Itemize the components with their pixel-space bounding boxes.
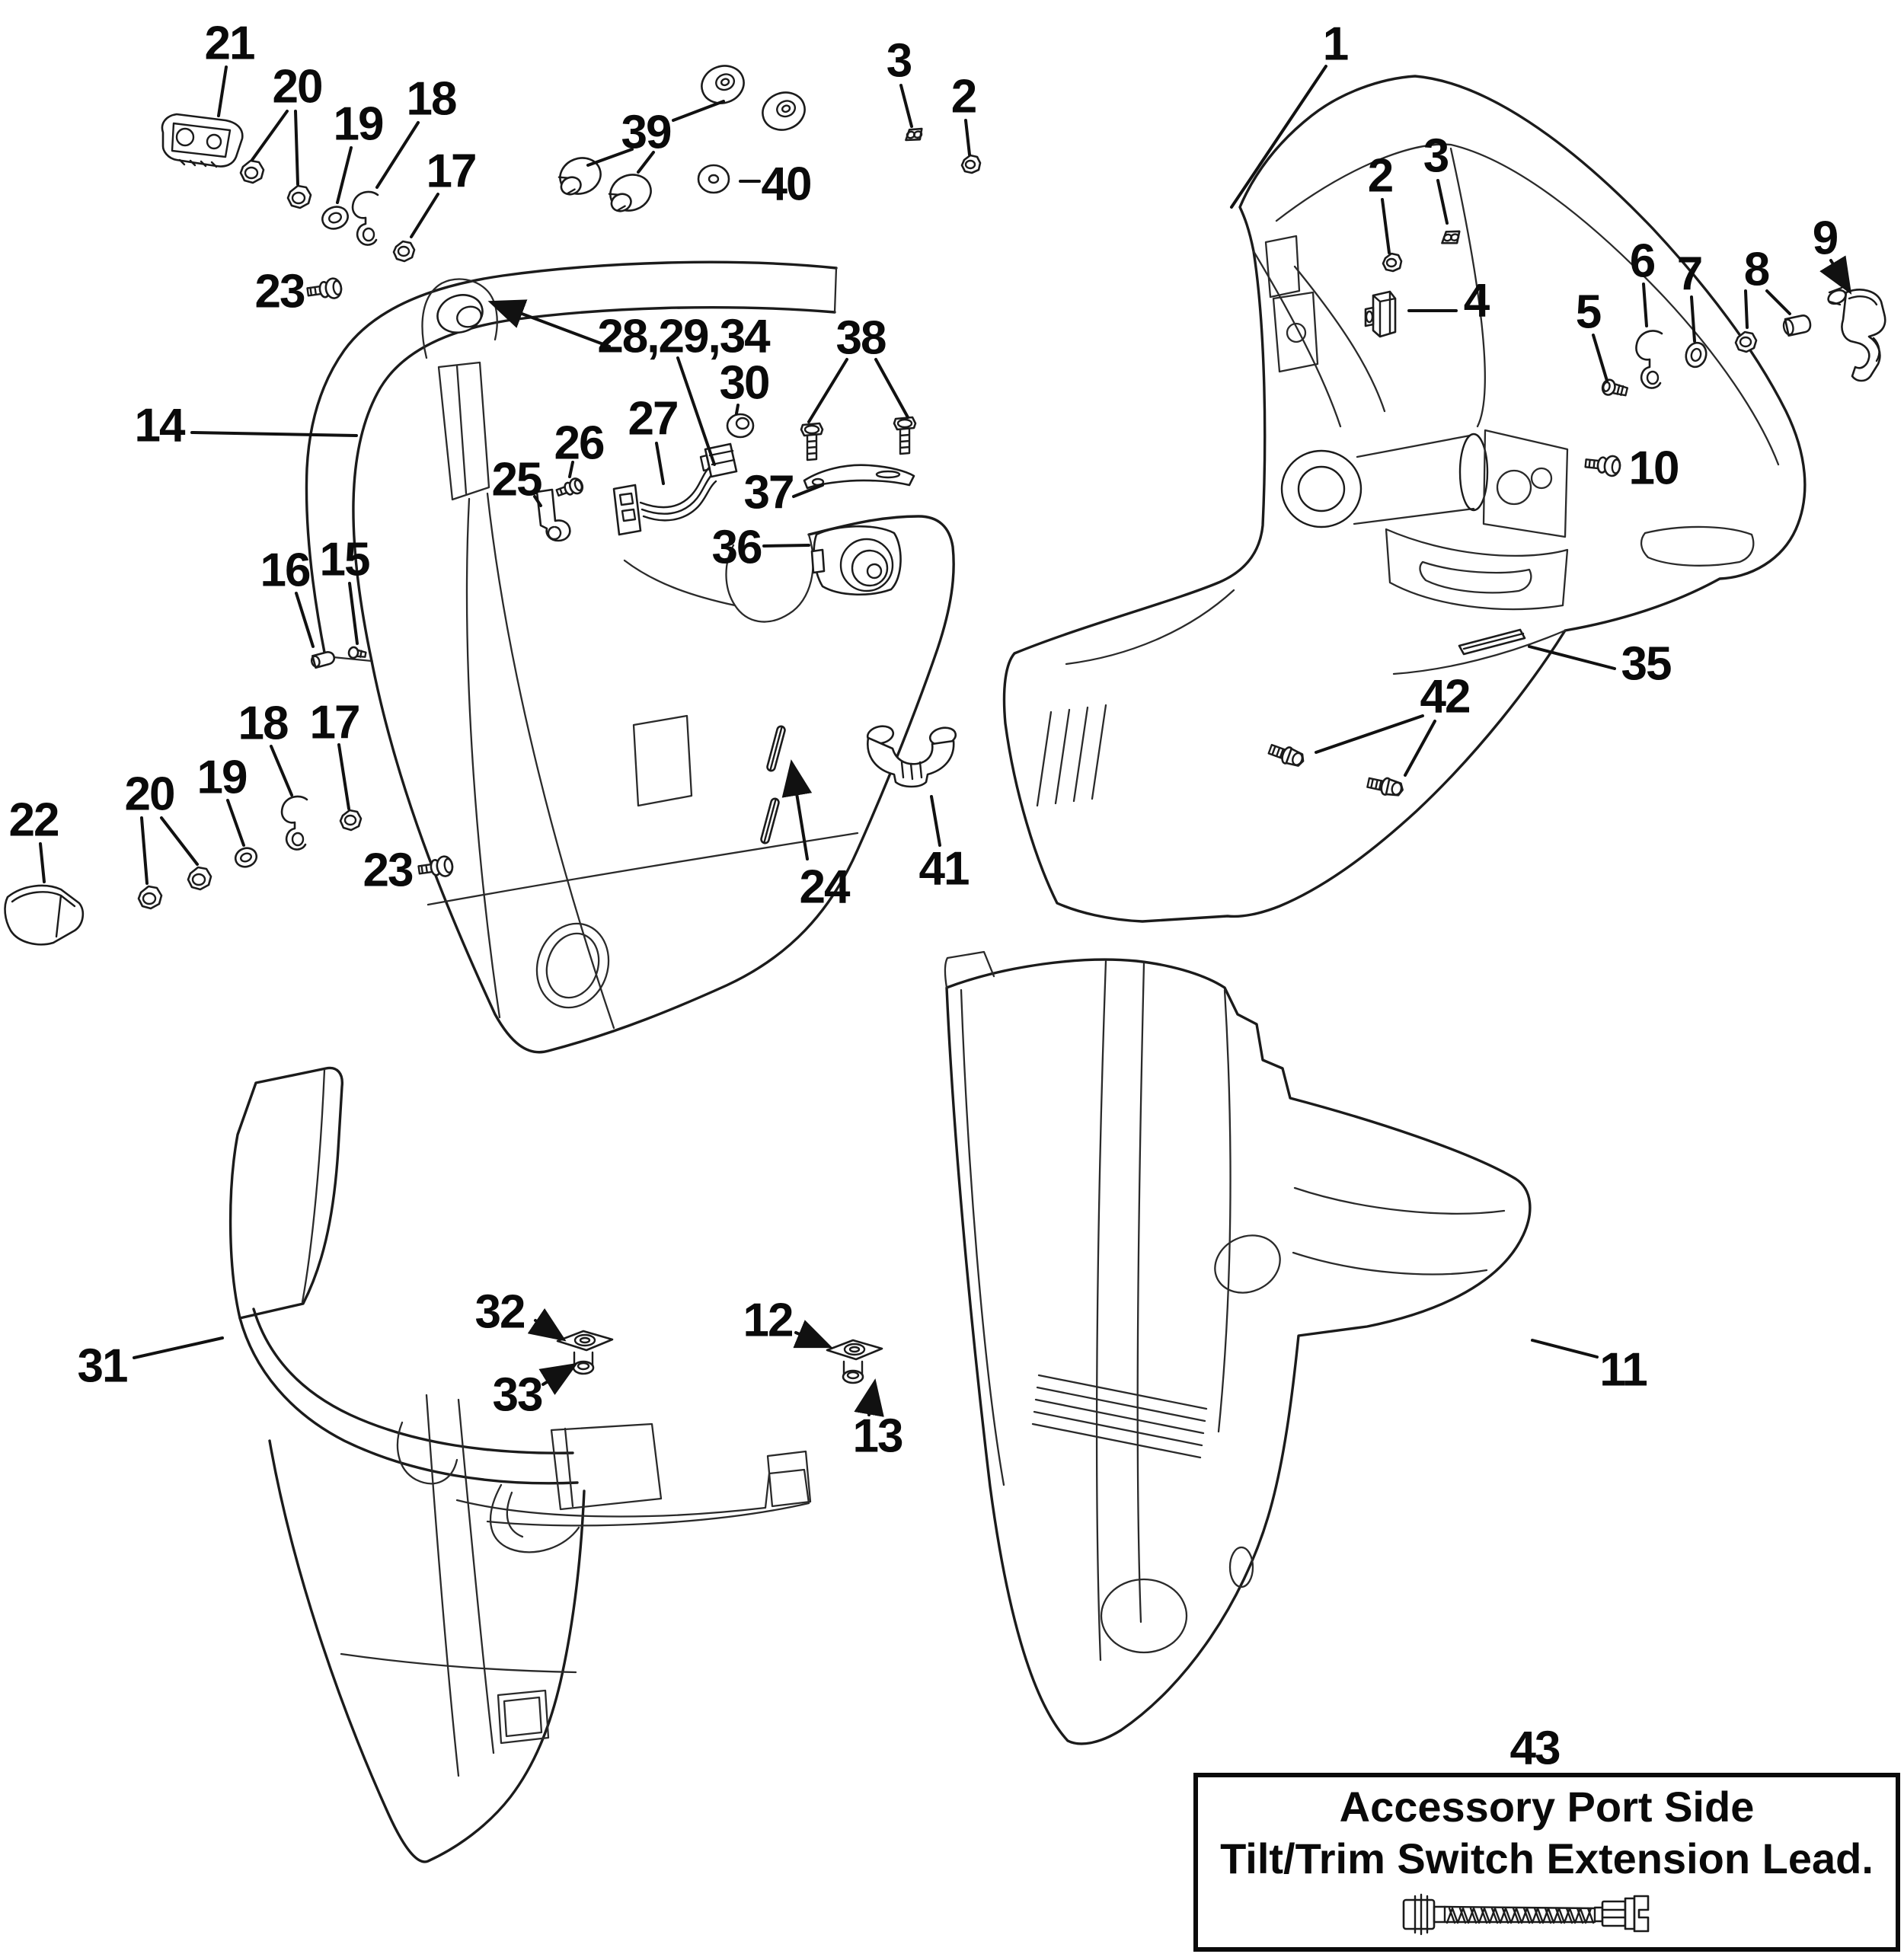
callout-3-side: 3 bbox=[1423, 129, 1449, 183]
callout-42: 42 bbox=[1420, 670, 1470, 723]
callout-3-top: 3 bbox=[886, 34, 912, 88]
part-19-washer-upper bbox=[319, 203, 351, 232]
callout-10: 10 bbox=[1628, 442, 1679, 495]
part-42-bolts bbox=[1267, 741, 1404, 798]
part-8-grommet bbox=[1782, 314, 1812, 337]
part-22-trim bbox=[5, 886, 83, 944]
callout-24: 24 bbox=[799, 860, 849, 914]
callout-19-lower: 19 bbox=[196, 751, 247, 804]
part-13-grommet bbox=[843, 1362, 863, 1383]
callout-27: 27 bbox=[628, 392, 678, 445]
callout-17-upper: 17 bbox=[426, 145, 476, 198]
callout-20-lower: 20 bbox=[124, 768, 174, 821]
part-1-lower-cowl-starboard bbox=[1005, 76, 1805, 921]
part-15-screw bbox=[348, 647, 366, 660]
callout-15: 15 bbox=[319, 533, 369, 586]
callout-7: 7 bbox=[1676, 247, 1702, 301]
part-3-clip-side bbox=[1439, 228, 1462, 247]
part-4-latch-keeper bbox=[1366, 292, 1395, 337]
callout-21: 21 bbox=[204, 17, 254, 70]
callout-2-top: 2 bbox=[950, 70, 976, 123]
part-41-clamp bbox=[866, 724, 957, 787]
part-12-plate bbox=[827, 1340, 882, 1359]
callout-20-upper: 20 bbox=[272, 60, 322, 113]
part-20-nut-upper-a bbox=[241, 161, 264, 183]
callout-36: 36 bbox=[711, 521, 762, 574]
callout-12: 12 bbox=[743, 1294, 793, 1347]
part-23-screw-upper bbox=[306, 277, 342, 302]
part-2-nut-side bbox=[1383, 254, 1401, 271]
callout-23-upper: 23 bbox=[254, 265, 305, 318]
part-35-bar bbox=[1459, 630, 1525, 654]
part-32-plate bbox=[557, 1331, 612, 1350]
callout-38: 38 bbox=[835, 311, 886, 365]
callout-8: 8 bbox=[1743, 243, 1769, 296]
callout-40: 40 bbox=[761, 158, 811, 211]
callout-13: 13 bbox=[852, 1410, 902, 1463]
part-33-grommet bbox=[573, 1352, 593, 1374]
callout-9: 9 bbox=[1812, 212, 1838, 265]
extension-lead-drawing bbox=[1404, 1895, 1648, 1934]
callout-33: 33 bbox=[492, 1368, 542, 1422]
part-26-screw bbox=[555, 477, 585, 500]
callout-31: 31 bbox=[77, 1339, 127, 1393]
part-18-hook-lower bbox=[282, 797, 307, 850]
part-20-nut-upper-b bbox=[288, 186, 311, 208]
part-18-hook-upper bbox=[353, 192, 378, 245]
part-23-screw-lower bbox=[417, 855, 453, 880]
part-6-hook bbox=[1636, 330, 1662, 388]
callout-26: 26 bbox=[554, 417, 604, 470]
note-box-line1: Accessory Port Side bbox=[1339, 1783, 1755, 1831]
callout-32: 32 bbox=[474, 1285, 525, 1339]
callout-4: 4 bbox=[1463, 274, 1489, 327]
callout-6: 6 bbox=[1629, 235, 1655, 288]
callout-41: 41 bbox=[918, 842, 969, 896]
part-10-screw bbox=[1585, 453, 1621, 477]
callout-22: 22 bbox=[8, 793, 59, 847]
part-38-bolts bbox=[801, 417, 915, 460]
part-14-lower-cowl-port bbox=[306, 262, 954, 1052]
callout-1: 1 bbox=[1322, 18, 1348, 71]
part-36-switch bbox=[812, 526, 901, 595]
callout-30: 30 bbox=[719, 356, 769, 410]
part-19-washer-lower bbox=[233, 845, 260, 870]
part-9-bracket bbox=[1826, 288, 1885, 381]
callout-23-lower: 23 bbox=[363, 844, 413, 897]
callout-43: 43 bbox=[1509, 1722, 1560, 1775]
callout-39: 39 bbox=[621, 106, 671, 159]
callout-19-upper: 19 bbox=[333, 97, 383, 151]
callout-16: 16 bbox=[260, 544, 310, 597]
callout-35: 35 bbox=[1621, 637, 1671, 691]
part-31-lower-cowl-front bbox=[231, 1068, 810, 1861]
part-11-lower-cowl-aft bbox=[945, 952, 1530, 1744]
callout-18-upper: 18 bbox=[406, 72, 456, 126]
callout-28-29-34: 28,29,34 bbox=[597, 310, 769, 363]
callout-2-side: 2 bbox=[1367, 149, 1393, 203]
part-17-nut-lower bbox=[340, 810, 361, 830]
callout-37: 37 bbox=[743, 466, 794, 519]
callout-14: 14 bbox=[134, 399, 184, 452]
part-2-nut-top bbox=[962, 155, 980, 173]
part-21-bracket bbox=[162, 114, 242, 167]
callout-5: 5 bbox=[1575, 286, 1601, 339]
part-20-nut-lower-b bbox=[188, 867, 211, 889]
note-box bbox=[1196, 1775, 1898, 1949]
callout-17-lower: 17 bbox=[309, 696, 359, 749]
part-30-grommet bbox=[727, 414, 753, 437]
callout-11: 11 bbox=[1599, 1343, 1647, 1397]
note-box-line2: Tilt/Trim Switch Extension Lead. bbox=[1220, 1834, 1874, 1882]
part-25-clip bbox=[537, 490, 570, 541]
part-20-nut-lower-a bbox=[139, 886, 161, 908]
part-40-washer bbox=[698, 165, 729, 193]
part-5-screw bbox=[1601, 378, 1628, 399]
part-3-clip-top bbox=[903, 126, 924, 143]
part-17-nut-upper bbox=[394, 241, 414, 261]
callout-25: 25 bbox=[491, 453, 541, 506]
part-24-pins bbox=[760, 726, 785, 844]
callout-18-lower: 18 bbox=[238, 697, 288, 750]
part-16-plug bbox=[310, 650, 335, 668]
